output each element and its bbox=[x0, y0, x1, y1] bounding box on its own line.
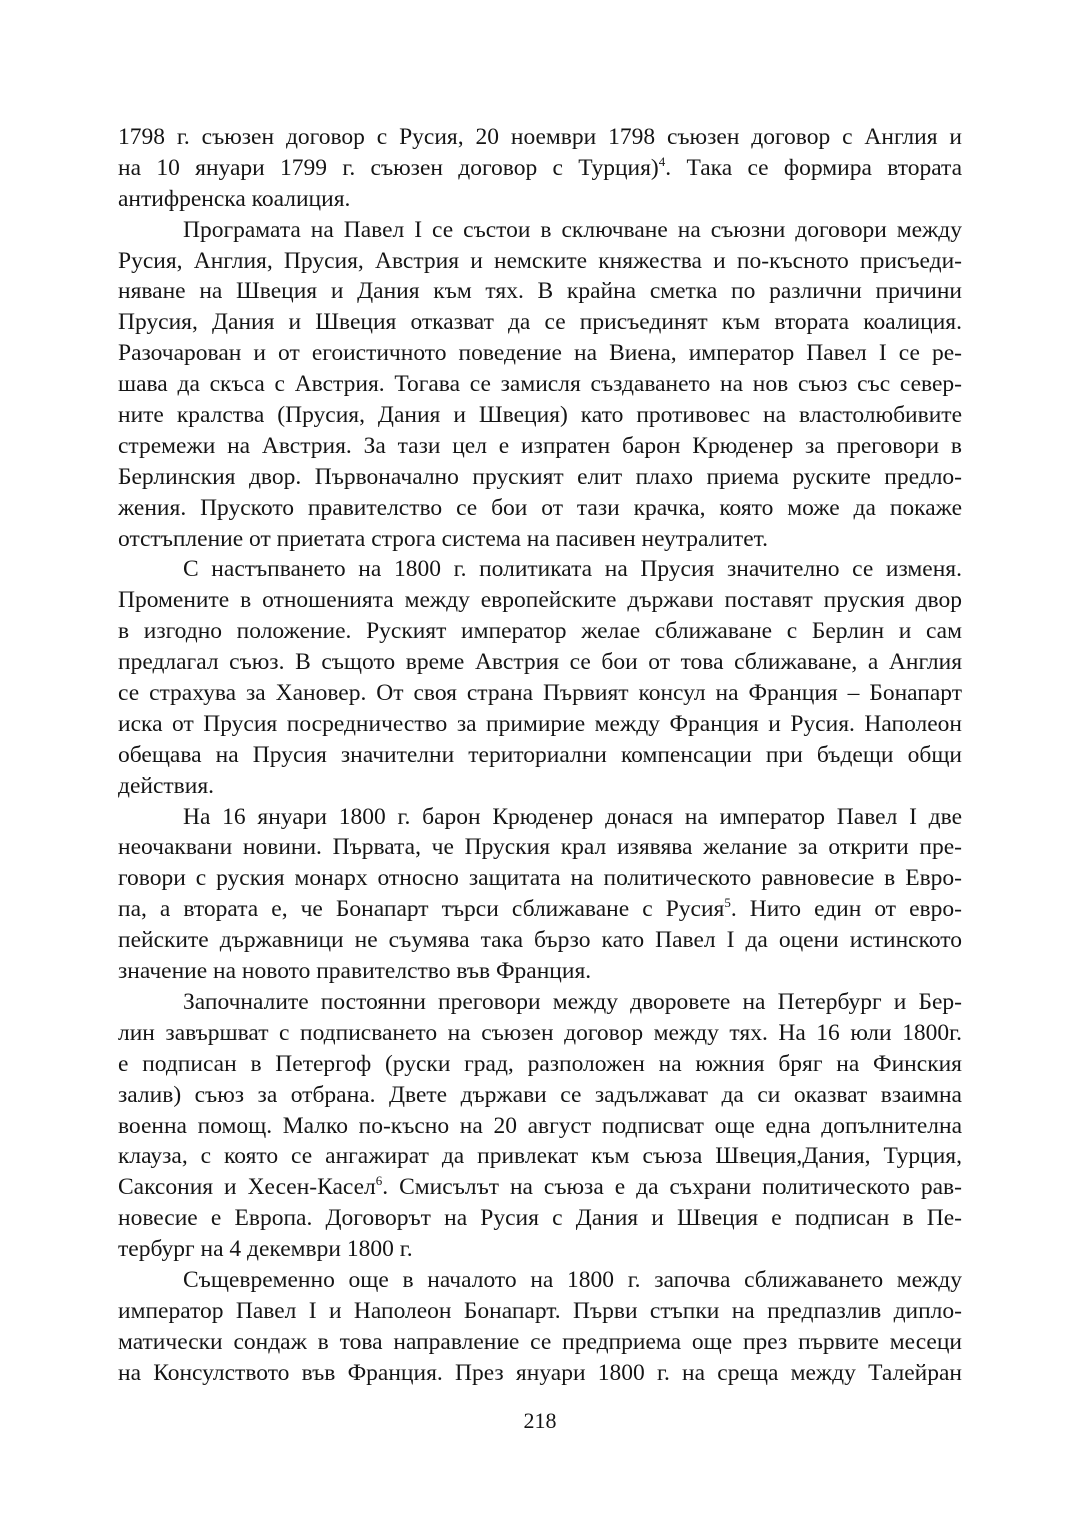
paragraph bbox=[118, 1265, 962, 1389]
text-line: Разочарован и от егоистичното поведение на Виена, император Павел I се ре- bbox=[118, 340, 962, 367]
footnote-ref: 5 bbox=[724, 895, 731, 911]
text-line: стремежи на Австрия. За тази цел е изпратен барон Крюденер за преговори в bbox=[118, 432, 962, 459]
text-line: Започналите постоянни преговори между дворовете на Петербург и Бер- bbox=[183, 988, 962, 1015]
paragraph bbox=[118, 215, 962, 555]
paragraph bbox=[118, 987, 962, 1265]
page-number: 218 bbox=[523, 1408, 557, 1433]
text-line: 1798 г. съюзен договор с Русия, 20 ноември 1798 съюзен договор с Англия и bbox=[118, 124, 962, 150]
text-line: ните кралства (Прусия, Дания и Швеция) като противовес на властолюбивите bbox=[118, 402, 962, 429]
text-line: жения. Пруското правителство се бои от тази крачка, която може да покаже bbox=[118, 494, 962, 521]
text-line: клауза, с която се ангажират да привлекат към съюза Швеция,Дания, Турция, bbox=[118, 1143, 962, 1170]
text-line: военна помощ. Малко по-късно на 20 август подписват още една допълнителна bbox=[118, 1112, 962, 1139]
footnote-ref: 6 bbox=[375, 1173, 383, 1189]
text-line: залив) съюз за отбрана. Двете държави се задължават да си оказват взаимна bbox=[118, 1081, 962, 1108]
text-line: шава да скъса с Австрия. Тогава се замисля създаването на нов съюз със север- bbox=[118, 371, 962, 398]
text-line: пейските държавници не съумява така бързо като Павел I да оцени истинското bbox=[118, 927, 962, 954]
text-line: Програмата на Павел I се състои в сключване на съюзни договори между bbox=[183, 216, 962, 243]
text-line: император Павел I и Наполеон Бонапарт. Първи стъпки на предпазлив дипло- bbox=[118, 1297, 962, 1324]
text-line: обещава на Прусия значителни териториални компенсации при бъдещи общи bbox=[118, 741, 962, 768]
text-line: Същевременно още в началото на 1800 г. започва сближаването между bbox=[183, 1266, 962, 1293]
text-line: предлагал съюз. В същото време Австрия се бои от това сближаване, а Англия bbox=[118, 649, 962, 676]
text-run: . Нито един от евро- bbox=[730, 896, 962, 923]
text-line: в изгодно положение. Руският император желае сближаване с Берлин и сам bbox=[118, 618, 962, 645]
text-line: антифренска коалиция. bbox=[118, 185, 351, 212]
body-text bbox=[118, 122, 962, 1389]
text-line: отстъпление от приетата строга система на пасивен неутралитет. bbox=[118, 525, 769, 552]
text-line: неочаквани новини. Първата, че Пруския крал изявява желание за открити пре- bbox=[118, 834, 962, 861]
text-line: На 16 януари 1800 г. барон Крюденер донася на император Павел I две bbox=[183, 803, 962, 830]
text-run: Саксония и Хесен-Касел bbox=[118, 1174, 376, 1201]
text-line: е подписан в Петергоф (руски град, разположен на южния бряг на Финския bbox=[118, 1050, 962, 1077]
text-line: матически сондаж в това направление се предприема още през първите месеци bbox=[118, 1328, 962, 1355]
text-line: действия. bbox=[118, 772, 215, 799]
paragraph bbox=[118, 122, 962, 215]
text-line: С настъпването на 1800 г. политиката на Прусия значително се изменя. bbox=[183, 556, 962, 583]
text-line: тербург на 4 декември 1800 г. bbox=[118, 1236, 413, 1263]
text-run: па, а втората е, че Бонапарт търси сближаване с Русия bbox=[118, 896, 725, 923]
text-run: . Смисълът на съюза е да съхрани политическото рав- bbox=[382, 1174, 962, 1201]
text-line: Прусия, Дания и Швеция отказват да се присъединят към втората коалиция. bbox=[118, 309, 962, 336]
text-line bbox=[118, 153, 962, 184]
text-line: иска от Прусия посредничество за примирие между Франция и Русия. Наполеон bbox=[118, 710, 962, 737]
text-line: новесие е Европа. Договорът на Русия с Дания и Швеция е подписан в Пе- bbox=[118, 1205, 962, 1232]
text-line: се страхува за Хановер. От своя страна Първият консул на Франция – Бонапарт bbox=[118, 680, 962, 707]
text-line: на Консулството във Франция. През януари 1800 г. на среща между Талейран bbox=[118, 1359, 962, 1386]
paragraph bbox=[118, 802, 962, 987]
text-line: Русия, Англия, Прусия, Австрия и немските княжества и по-късното присъеди- bbox=[118, 247, 962, 274]
text-line: Берлинския двор. Първоначално пруският елит плахо приема руските предло- bbox=[118, 463, 962, 490]
footnote-ref: 4 bbox=[658, 153, 666, 169]
text-line: значение на новото правителство във Франция. bbox=[118, 958, 592, 985]
text-line: Промените в отношенията между европейските държави поставят пруския двор bbox=[118, 587, 962, 614]
text-line: лин завършват с подписването на съюзен договор между тях. На 16 юли 1800г. bbox=[118, 1019, 962, 1046]
text-run: . Така се формира втората bbox=[665, 154, 962, 181]
text-line: говори с руския монарх относно защитата на политическото равновесие в Евро- bbox=[118, 865, 962, 892]
text-line bbox=[118, 1172, 962, 1203]
text-line bbox=[118, 894, 962, 925]
text-run: на 10 януари 1799 г. съюзен договор с Турция) bbox=[118, 154, 659, 181]
text-line: няване на Швеция и Дания към тях. В крайна сметка по различни причини bbox=[118, 278, 962, 305]
paragraph bbox=[118, 554, 962, 801]
